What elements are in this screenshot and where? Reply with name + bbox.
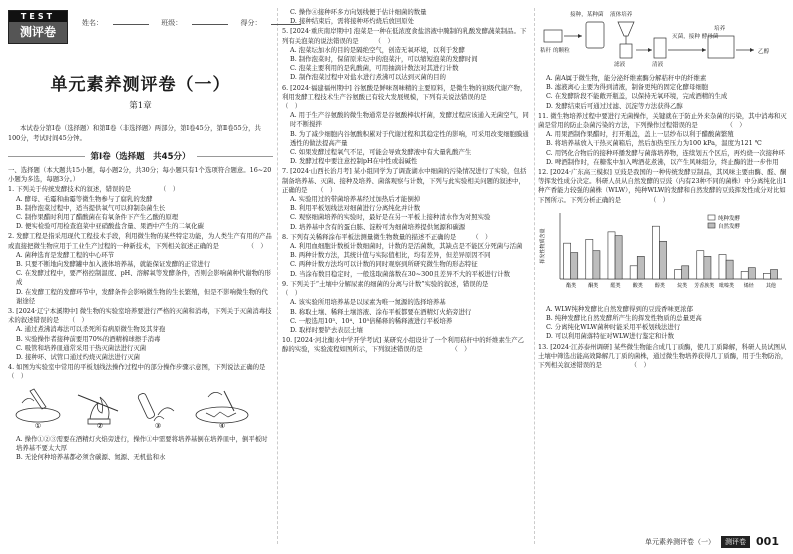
answer-option: C. 观察细菌培养的实验时，最好是在另一平板上接种清水作为对照实验 bbox=[290, 213, 491, 222]
question-list bbox=[8, 185, 298, 381]
funnel bbox=[618, 22, 634, 36]
answer-option: D. 接种结束后，需将接种环灼烧后放回原处 bbox=[290, 17, 414, 26]
bar-natural bbox=[571, 252, 578, 278]
answer-option: C. 操作④接种环多方向划线便于估计细菌的数量 bbox=[290, 8, 427, 16]
answer-option: D. 接种环、试管口通过灼烧灭菌法进行灭菌 bbox=[16, 353, 140, 362]
answer-option: D. 发酵过程中要注意控制pH在中性或弱碱性 bbox=[290, 157, 418, 166]
column-3 bbox=[538, 8, 788, 538]
score-label: 得分： bbox=[240, 19, 262, 27]
answer-option: D. 当涂布数目稳定时，一般选取菌落数在30~300且差异不大的平板进行计数 bbox=[290, 269, 510, 278]
column-2 bbox=[282, 8, 530, 548]
step-label: ③ bbox=[154, 421, 162, 430]
bar-pure bbox=[564, 243, 571, 279]
question-list bbox=[282, 8, 530, 355]
process-label: 灭菌，接种 酵母菌 bbox=[672, 34, 719, 40]
question-stem: 13. [2024·江苏泰州调研] 某些微生物能合成几丁质酶，使几丁质降解，科研人员试图从土壤中筛选出能高效降解几丁质的菌株，通过微生物培养获得几丁质酶，用于生物防治，下列相关叙述错误的是 （ ） bbox=[538, 342, 788, 370]
culture-flask bbox=[586, 22, 604, 48]
filter-label: 滤液 bbox=[614, 62, 626, 68]
straw-pile bbox=[544, 30, 562, 42]
answer-option: B. 只要不断地向发酵罐中加入液体培养基，就能保证发酵的正常进行 bbox=[16, 260, 211, 269]
bar-natural bbox=[637, 256, 644, 279]
question-stem: 12. [2024·广东高三模拟] 豆豉是我国的一种传统发酵豆制品，其风味主要由酶、醛、酮等挥发性成分决定。科研人员从自然发酵的豆豉（内有23种不同的菌株）中分离纯化出1种产香能力较强的菌株（WLW），纯种WLW的发酵和自然发酵的豆豉挥发性成分对比如下图所示。下列分析正确的是 （ ） bbox=[538, 168, 787, 204]
badge-bottom: 测评卷 bbox=[9, 22, 67, 43]
part-heading-text: 第Ⅰ卷（选择题 共45分） bbox=[90, 152, 191, 162]
answer-option: C. 泡菜主要利用的是乳酸菌，可用抽滴计数法对其进行计数 bbox=[290, 64, 459, 73]
volatile-compound-chart bbox=[538, 207, 788, 299]
bar-pure bbox=[763, 273, 770, 279]
answer-option: A. 泡菜坛加水的目的是隔绝空气，创造无氧环境，以利于发酵 bbox=[290, 45, 465, 54]
answer-option: B. 无论何种培养基都必须含碳源、氮源、无机盐和水 bbox=[16, 453, 166, 462]
step-3-tube-mouth bbox=[137, 392, 174, 430]
legend-swatch bbox=[708, 223, 715, 228]
answer-option: A. 菌种选育是发酵工程的中心环节 bbox=[16, 250, 115, 259]
clear-label: 清液 bbox=[652, 62, 664, 68]
answer-option: B. 利用平板划线法对细菌进行分离纯化并计数 bbox=[290, 204, 421, 213]
ethanol-label: 乙醇 bbox=[758, 49, 770, 55]
chart-container bbox=[538, 207, 788, 303]
x-tick-label: 其他 bbox=[765, 282, 776, 289]
step-2-flame-loop bbox=[78, 395, 118, 430]
x-tick-label: 烷类 bbox=[677, 282, 688, 289]
student-info bbox=[82, 18, 311, 28]
x-tick-label: 吡嗪类 bbox=[718, 282, 735, 289]
question-stem: 6. [2024·福建福州期中] 谷氨酸是鲜味剂味精的主要原料，是微生物的初级代谢产物，利用发酵工程技术生产谷氨酸已有较大发展规模，下列有关说法错误的是 （ ） bbox=[282, 83, 527, 111]
class-label: 班级： bbox=[161, 19, 183, 27]
answer-option: C. 用钙化合物后的接种环播发酵与菌落培养物，连续划五个区后，再灼烧一次接种环 bbox=[546, 148, 785, 157]
question-list bbox=[538, 74, 788, 205]
x-tick-label: 醛类 bbox=[610, 282, 621, 289]
question-stem: 4. 如图为实验室中常用的平板划线法操作过程中的部分操作步骤示意图，下列说法正确的是 （ ） bbox=[8, 363, 298, 381]
badge-top: TEST bbox=[9, 11, 67, 22]
column-divider bbox=[277, 8, 278, 544]
bar-natural bbox=[726, 260, 733, 279]
bar-natural bbox=[593, 251, 600, 279]
answer-option: A. 用于生产谷氨酸的微生物通常是谷氨酸棒状杆菌，发酵过程应该通入无菌空气，同时不断搅拌 bbox=[290, 111, 529, 129]
question-stem: 1. 下列关于传统发酵技术的叙述，错误的是 （ ） bbox=[8, 185, 180, 194]
answer-option: B. 制作泡菜时，保留原来坛中的泡菜汁，可以缩短泡菜的发酵时间 bbox=[290, 55, 478, 64]
section-instructions: 一、选择题（本大题共15小题，每小题2分，共30分；每小题只有1个选项符合题意。16~20小题为多选，每题3分。） bbox=[8, 166, 272, 184]
answer-option: C. 两种计数方法均可以计数的同时观察到所研究微生物的形态特征 bbox=[290, 260, 478, 269]
footer-label: 单元素养测评卷（一） bbox=[645, 537, 716, 546]
bar-natural bbox=[682, 266, 689, 279]
answer-option: B. 称取土壤、稀释土壤溶液、涂布平板都要在酒精灯火焰旁进行 bbox=[290, 307, 472, 316]
bar-pure bbox=[675, 269, 682, 278]
straw-label: 秸秆 的颗粒 bbox=[540, 48, 570, 54]
question-stem: 8. 下列有关稀释涂布平板法测量微生物数量的描述不正确的是 （ ） bbox=[282, 232, 492, 241]
question-stem: 5. [2024·重庆南岸期中] 泡菜是一种在低浓度食盐溶液中腌制的乳酸发酵蔬菜制品。下列有关泡菜的说法错误的是 （ ） bbox=[282, 27, 527, 45]
bar-natural bbox=[770, 269, 777, 278]
question-stem: 9. 下列关于“土壤中分解尿素的细菌的分离与计数”实验的叙述，错误的是 （ ） bbox=[282, 279, 521, 298]
inoculate-label: 接种，某种菌 bbox=[570, 12, 604, 18]
legend-label: 纯种发酵 bbox=[718, 215, 741, 222]
bar-natural bbox=[704, 256, 711, 279]
bar-natural bbox=[615, 235, 622, 278]
step-4-streak bbox=[196, 391, 248, 430]
answer-option: B. 为了减少细胞内谷氨酸积累对于代谢过程和其稳定性的影响，可采用改变细胞膜通透性的做法提高产量 bbox=[290, 129, 529, 147]
question-stem: 3. [2024·辽宁本溪期中] 微生物的实验室培养要进行严格的灭菌和消毒，下列关于灭菌消毒技术的叙述错误的是 （ ） bbox=[8, 307, 272, 325]
column-divider bbox=[534, 8, 535, 544]
x-tick-label: 醇类 bbox=[654, 282, 665, 289]
column-1 bbox=[8, 10, 298, 545]
answer-option: C. 如果发酵过程氧气不足，可能会导致发酵液中有大量乳酸产生 bbox=[290, 148, 472, 157]
page-footer bbox=[645, 535, 779, 548]
answer-option: D. 可以利用菌落特征对WLW进行鉴定和计数 bbox=[546, 332, 675, 341]
answer-option: B. 两种计数方法，其统计值与实际值相比，均有差异，但差异原因不同 bbox=[290, 251, 491, 260]
bar-pure bbox=[586, 239, 593, 279]
y-axis-label: 挥发性物质含量 bbox=[540, 228, 546, 264]
streak-plate-diagram bbox=[8, 385, 263, 429]
name-label: 姓名： bbox=[82, 19, 103, 27]
culture-label: 培养 bbox=[714, 26, 726, 32]
bar-natural bbox=[659, 241, 666, 279]
answer-option: C. 在发酵过程中，要严格控制温度、pH、溶解氧等发酵条件，否则会影响菌种代谢物的形成 bbox=[16, 269, 271, 287]
answer-option: B. 制作泡菜过程中，适当提供氧气可以抑制杂菌生长 bbox=[16, 203, 166, 212]
bar-pure bbox=[719, 254, 726, 279]
answer-option: D. 啤酒制作时，在糖浆中加入啤酒花煮沸，以产生风味组分，终止酶的进一步作用 bbox=[546, 157, 779, 166]
step-1-pour-plate bbox=[16, 389, 60, 430]
x-tick-label: 酸类 bbox=[632, 282, 643, 289]
legend-label: 自然发酵 bbox=[718, 223, 741, 230]
chapter-label: 第1章 bbox=[129, 101, 152, 111]
bar-pure bbox=[630, 266, 637, 279]
answer-option: A. 利用血细胞计数板计数细菌时，计数的是活菌数，其缺点是不能区分死菌与活菌 bbox=[290, 242, 523, 251]
answer-option: C. 吸管和培养皿通常采用干热灭菌法进行灭菌 bbox=[16, 343, 147, 352]
answer-option: B. 将培养基放入干热灭菌箱后，然后加热至压力为100 kPa，温度为121 ℃ bbox=[546, 139, 762, 148]
bar-pure bbox=[697, 251, 704, 279]
test-badge bbox=[8, 10, 68, 44]
page-number: 001 bbox=[756, 535, 779, 548]
exam-intro: 本试卷分第Ⅰ卷（选择题）和第Ⅱ卷（非选择题）两部分，第Ⅰ卷45分，第Ⅱ卷55分，共100分，考试时间45分钟。 bbox=[8, 124, 261, 142]
answer-option: D. 制作泡菜过程中对盐水进行煮沸可以达到灭菌的目的 bbox=[290, 73, 446, 82]
bar-natural bbox=[748, 268, 755, 279]
legend-swatch bbox=[708, 215, 715, 220]
bar-pure bbox=[652, 226, 659, 279]
fermentation-flow-diagram bbox=[538, 8, 788, 70]
page-title: 单元素养测评卷（一） bbox=[50, 75, 231, 95]
footer-book: 测评卷 bbox=[721, 536, 750, 548]
answer-option: A. 该实验所用培养基是以尿素为唯一氮源的选择培养基 bbox=[290, 298, 446, 307]
answer-option: C. 一般选用10³、10⁴、10⁵倍稀释的稀释液进行平板培养 bbox=[290, 316, 453, 325]
liquid-label: 液体培养 bbox=[610, 12, 633, 18]
answer-option: A. WLW纯种发酵比自然发酵得到的豆豉香味更浓郁 bbox=[546, 304, 693, 313]
question-stem: 11. 微生物培养过程中要进行无菌操作，关键就在于防止外来杂菌的污染，其中消毒和灭菌是常用的防止杂菌污染的方法，下列操作过程错误的是 （ ） bbox=[538, 111, 787, 130]
bar-pure bbox=[741, 271, 748, 279]
answer-option: A. 实验用过的带菌培养基经过加热后才能倒掉 bbox=[290, 195, 421, 204]
answer-option: B. 滤液离心主要为得到清液，制备更纯的固定化酵母细胞 bbox=[546, 83, 709, 92]
clear-liquid-tube bbox=[654, 38, 666, 58]
step-label: ④ bbox=[218, 421, 226, 430]
x-tick-label: 芳香族类 bbox=[694, 282, 715, 289]
answer-option: C. 分离纯化WLW菌种时能采用平板划线法进行 bbox=[546, 323, 681, 332]
answer-option: C. 制作果醋时利用了醋酸菌在有氧条件下产生乙酸的原理 bbox=[16, 213, 179, 222]
question-list bbox=[8, 435, 273, 463]
answer-option: A. 用果酒制作果醋时，打开瓶盖，盖上一层纱布以利于醋酸菌繁殖 bbox=[546, 130, 734, 139]
x-tick-label: 酯类 bbox=[566, 282, 577, 289]
x-tick-label: 酮类 bbox=[588, 282, 599, 289]
question-stem: 2. 发酵工程是指采用现代工程技术手段，利用微生物的某些特定功能，为人类生产有用的产品或直接把微生物应用于工业生产过程的一种新技术，下列相关叙述正确的是 （ ） bbox=[8, 232, 272, 250]
step-label: ② bbox=[96, 421, 104, 430]
answer-option: D. 在发酵工程的发酵环节中，发酵条件会影响微生物的生长繁殖，但是不影响微生物的代谢途径 bbox=[16, 287, 268, 305]
step-label: ① bbox=[34, 421, 42, 430]
answer-option: D. 取样时要铲去表层土壤 bbox=[290, 325, 363, 334]
part-heading bbox=[8, 150, 273, 162]
answer-option: D. 便实检验可用检查泡菜中亚硝酸盐含量、果酒中产生的二氧化碳 bbox=[16, 222, 204, 231]
answer-option: A. 通过煮沸消毒法可以杀死所有病原微生物及其芽孢 bbox=[16, 325, 166, 334]
answer-option: B. 纯种发酵比自然发酵所产生的挥发性物质的总量更高 bbox=[546, 314, 702, 323]
question-stem: 10. [2024·河北衡水中学开学考试] 某研究小组设计了一个利用秸秆中的纤维素生产乙醇的实验，实验流程如图所示，下列叙述错误的是 （ ） bbox=[282, 336, 525, 354]
answer-option: A. 菌A属于微生物，能分泌纤维素酶分解秸秆中的纤维素 bbox=[546, 74, 707, 82]
answer-option: C. 在发酵阶段不能敞开瓶盖，以保持无氧环境，完成酒精的生成 bbox=[546, 92, 728, 101]
question-stem: 7. [2024·山西长治月考] 某小组同学为了调查湖水中细菌的污染情况进行了实验，包括制备培养基、灭菌、接种及培养、菌落观察与计数，下列与此实验相关问题的叙述中，正确的是 （ ） bbox=[282, 167, 527, 194]
answer-option: D. 培养基中含有的蛋白胨、淀粉可为细菌培养提供氮源和碳源 bbox=[290, 222, 466, 231]
question-list bbox=[538, 305, 788, 370]
x-tick-label: 烯烃 bbox=[743, 282, 754, 289]
answer-option: A. 操作①②③需要在酒精灯火焰旁进行，操作①中需要将培养基倒在培养皿中，倒平板时培养基不要太大厚 bbox=[16, 434, 268, 452]
answer-option: A. 酵母、毛霉和曲霉等微生物参与了腐乳的发酵 bbox=[16, 194, 153, 203]
bar-pure bbox=[608, 232, 615, 279]
answer-option: B. 实验操作者接种前要用70%的酒精棉球擦手消毒 bbox=[16, 334, 161, 343]
answer-option: D. 发酵结束后可通过过滤、沉淀等方法获得乙醇 bbox=[546, 101, 683, 110]
